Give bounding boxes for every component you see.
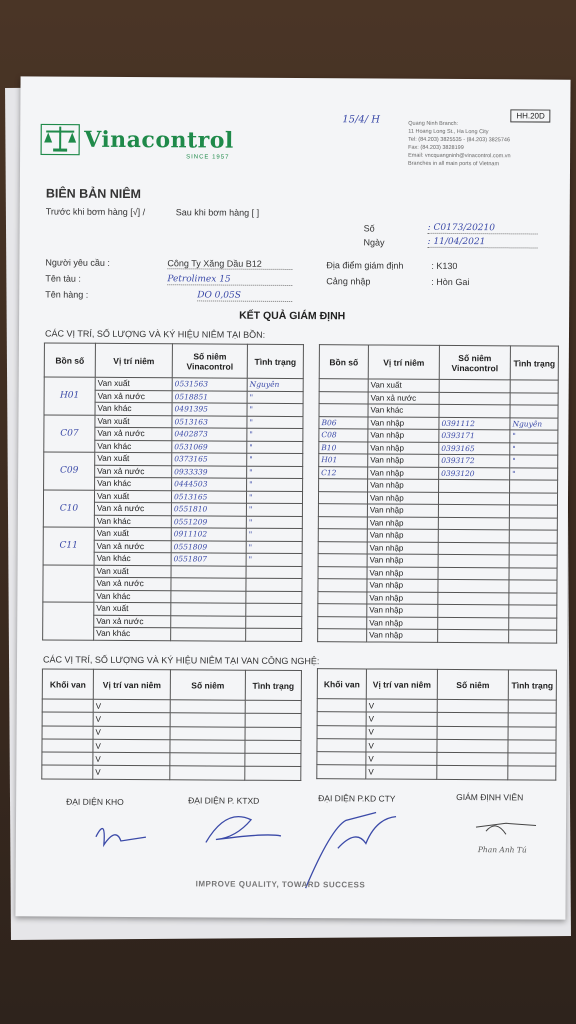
seal-cell: [439, 479, 510, 492]
position-cell: Van xả nước: [94, 502, 171, 515]
tank-cell: C08: [319, 429, 368, 442]
status-cell: [509, 605, 557, 618]
tank-number-cell: [43, 564, 94, 602]
tank-cell: [319, 404, 368, 417]
valve-cell: [317, 699, 366, 713]
valve-cell: [437, 699, 508, 713]
seal-cell: 0444503: [172, 478, 247, 491]
table-row: [43, 564, 302, 578]
location-label: Địa điểm giám định: [326, 260, 404, 271]
section-valve-title: CÁC VỊ TRÍ, SỐ LƯỢNG VÀ KÝ HIỆU NIÊM TẠI VAN CÔNG NGHỆ:: [42, 654, 320, 667]
col-seal-number: Số niêm Vinacontrol: [439, 345, 510, 379]
seal-cell: [439, 404, 510, 417]
tank-number-cell: [43, 602, 94, 640]
seal-cell: 0393165: [439, 442, 510, 455]
tank-cell: C12: [319, 466, 368, 479]
scales-logo-icon: [40, 120, 80, 156]
seal-cell: [438, 554, 509, 567]
tank-cell: [318, 604, 367, 617]
tank-cell: [318, 491, 367, 504]
col-seal-number: Số niêm Vinacontrol: [172, 344, 247, 378]
seal-cell: [171, 628, 246, 641]
doc-title: BIÊN BẢN NIÊM: [45, 186, 142, 202]
before-pump-label: Trước khi bơm hàng [√] /: [45, 206, 146, 218]
col-status: Tình trạng: [508, 670, 556, 700]
seal-cell: [438, 542, 509, 555]
status-cell: ": [247, 391, 303, 404]
status-cell: ": [246, 491, 302, 504]
seal-cell: 0393120: [439, 467, 510, 480]
status-cell: ": [246, 541, 302, 554]
valve-cell: [42, 712, 93, 726]
seal-cell: 0393171: [439, 429, 510, 442]
position-cell: Van nhập: [367, 554, 438, 567]
status-cell: ": [247, 416, 303, 429]
footer-slogan: IMPROVE QUALITY, TOWARD SUCCESS: [195, 879, 366, 890]
seal-cell: 0551809: [171, 540, 246, 553]
valve-cell: [170, 726, 245, 740]
position-cell: Van xuất: [94, 565, 171, 578]
status-cell: [246, 628, 302, 641]
status-cell: ": [247, 478, 303, 491]
position-cell: Van nhập: [367, 579, 438, 592]
brand-name: Vinacontrol: [84, 126, 234, 154]
goods-label: Tên hàng :: [45, 289, 89, 300]
status-cell: [509, 567, 557, 580]
seal-cell: [171, 615, 246, 628]
position-cell: Van khác: [95, 477, 172, 490]
position-cell: Van xả nước: [95, 465, 172, 478]
status-cell: ": [510, 430, 558, 443]
valve-table-left: [41, 668, 302, 780]
seal-cell: [438, 529, 509, 542]
result-title: KẾT QUẢ GIÁM ĐỊNH: [239, 309, 346, 323]
position-cell: Van nhập: [367, 541, 438, 554]
valve-cell: [508, 700, 556, 714]
valve-cell: [437, 739, 508, 753]
col-seal-position: Vị trí niêm: [95, 343, 172, 377]
valve-cell: [42, 765, 93, 779]
tank-number-cell: C09: [44, 452, 95, 490]
tank-cell: H01: [319, 454, 368, 467]
tank-cell: [319, 379, 368, 392]
position-cell: Van nhập: [367, 491, 438, 504]
position-cell: Van nhập: [368, 441, 439, 454]
branch-info: Quang Ninh Branch: 11 Hoang Long St., Ha Long City Tel: (84.203) 3825535 - (84.203) 3825746 Fax: (84.203) 3828199 Email: vncquangninh@vinacontrol.com.vn Branches in all main ports of Vietnam: [408, 120, 511, 168]
position-cell: Van xả nước: [94, 540, 171, 553]
tank-number-cell: C07: [44, 414, 95, 452]
tank-table-left: [42, 342, 304, 641]
after-pump-label: Sau khi bơm hàng [ ]: [175, 207, 260, 218]
valve-cell: [245, 753, 301, 767]
seal-cell: 0513163: [172, 415, 247, 428]
valve-cell: [437, 726, 508, 740]
tank-cell: [318, 629, 367, 642]
valve-position-cell: V: [93, 739, 170, 753]
col-seal-position: Vị trí niêm: [368, 345, 439, 379]
seal-cell: 0531563: [172, 378, 247, 391]
form-code: HH.20D: [510, 109, 551, 122]
status-cell: ": [510, 455, 558, 468]
position-cell: Van nhập: [368, 479, 439, 492]
valve-cell: [245, 727, 301, 741]
number-value: : C0173/20210: [428, 223, 538, 235]
sig-label-ktxd: ĐẠI DIỆN P. KTXD: [188, 795, 260, 806]
seal-cell: 0551209: [171, 515, 246, 528]
table-row: [44, 452, 303, 466]
seal-cell: [438, 504, 509, 517]
position-cell: Van nhập: [367, 516, 438, 529]
sig-label-kd: ĐẠI DIỆN P.KD CTY: [318, 793, 396, 804]
seal-cell: 0551810: [171, 503, 246, 516]
seal-cell: [438, 492, 509, 505]
status-cell: [510, 480, 558, 493]
sig-label-inspector: GIÁM ĐỊNH VIÊN: [456, 792, 524, 803]
valve-cell: [245, 767, 301, 781]
seal-cell: 0933339: [172, 465, 247, 478]
position-cell: Van xả nước: [368, 391, 439, 404]
col-valve-block: Khối van: [317, 669, 366, 699]
valve-cell: [170, 740, 245, 754]
col-tank-number: Bồn số: [44, 343, 95, 377]
tank-table-right: [317, 344, 559, 643]
position-cell: Van khác: [94, 590, 171, 603]
valve-cell: [437, 713, 508, 727]
valve-cell: [170, 700, 245, 714]
col-valve-position: Vị trí van niêm: [93, 669, 170, 699]
valve-cell: [245, 714, 301, 728]
valve-table-right: [316, 668, 557, 780]
vessel-label: Tên tàu :: [45, 273, 81, 284]
sig-label-warehouse: ĐẠI DIỆN KHO: [66, 796, 124, 807]
position-cell: Van nhập: [367, 604, 438, 617]
status-cell: ": [247, 466, 303, 479]
valve-cell: [170, 753, 245, 767]
status-cell: [509, 542, 557, 555]
section-tank-title: CÁC VỊ TRÍ, SỐ LƯỢNG VÀ KÝ HIỆU NIÊM TẠI BỒN:: [44, 328, 266, 340]
col-tank-number: Bồn số: [319, 345, 368, 379]
inspector-name: Phan Anh Tú: [477, 845, 527, 855]
status-cell: [509, 580, 557, 593]
col-status: Tình trạng: [245, 670, 301, 700]
tank-cell: [318, 554, 367, 567]
valve-cell: [508, 753, 556, 767]
table-row: [317, 765, 556, 780]
valve-cell: [437, 753, 508, 767]
tank-number-cell: C11: [43, 527, 94, 565]
tank-cell: [318, 504, 367, 517]
status-cell: [509, 505, 557, 518]
status-cell: ": [247, 441, 303, 454]
status-cell: [509, 592, 557, 605]
position-cell: Van nhập: [367, 591, 438, 604]
valve-cell: [245, 700, 301, 714]
position-cell: Van nhập: [367, 504, 438, 517]
position-cell: Van xuất: [94, 527, 171, 540]
position-cell: Van xuất: [94, 602, 171, 615]
status-cell: Nguyên: [247, 378, 303, 391]
status-cell: [246, 603, 302, 616]
tank-cell: [318, 516, 367, 529]
status-cell: ": [246, 528, 302, 541]
valve-cell: [508, 740, 556, 754]
tank-cell: [319, 391, 368, 404]
handwritten-annotation: 15/4/ H: [342, 114, 381, 126]
table-row: [43, 489, 302, 503]
valve-cell: [42, 752, 93, 766]
valve-cell: [317, 752, 366, 766]
status-cell: ": [246, 503, 302, 516]
position-cell: Van xả nước: [94, 577, 171, 590]
valve-cell: [317, 739, 366, 753]
valve-position-cell: V: [366, 699, 437, 713]
tank-cell: B06: [319, 416, 368, 429]
document-page: [15, 76, 570, 919]
seal-cell: 0518851: [172, 390, 247, 403]
position-cell: Van khác: [94, 515, 171, 528]
seal-cell: 0391112: [439, 417, 510, 430]
tank-cell: [318, 591, 367, 604]
position-cell: Van khác: [94, 627, 171, 640]
seal-cell: 0531069: [172, 440, 247, 453]
position-cell: Van khác: [95, 440, 172, 453]
seal-cell: 0402873: [172, 428, 247, 441]
position-cell: Van nhập: [367, 629, 438, 642]
position-cell: Van nhập: [367, 566, 438, 579]
seal-cell: 0911102: [171, 528, 246, 541]
seal-cell: [438, 629, 509, 642]
tank-number-cell: H01: [44, 377, 95, 415]
col-valve-position: Vị trí van niêm: [366, 669, 437, 699]
table-row: [43, 602, 302, 616]
table-row: [43, 527, 302, 541]
requester-label: Người yêu cầu :: [45, 257, 110, 268]
status-cell: [509, 492, 557, 505]
seal-cell: [439, 379, 510, 392]
table-row: [44, 414, 303, 428]
status-cell: [509, 530, 557, 543]
status-cell: [509, 517, 557, 530]
valve-position-cell: V: [93, 766, 170, 780]
seal-cell: 0393172: [439, 454, 510, 467]
position-cell: Van nhập: [368, 429, 439, 442]
valve-position-cell: V: [366, 712, 437, 726]
status-cell: [510, 405, 558, 418]
col-seal-number: Số niêm: [170, 670, 245, 700]
valve-cell: [170, 713, 245, 727]
tank-cell: [318, 566, 367, 579]
position-cell: Van khác: [368, 404, 439, 417]
tank-cell: [318, 616, 367, 629]
valve-position-cell: V: [366, 726, 437, 740]
seal-cell: [171, 565, 246, 578]
seal-cell: [438, 579, 509, 592]
valve-cell: [437, 766, 508, 780]
tank-cell: [318, 541, 367, 554]
seal-cell: [438, 604, 509, 617]
table-row: [42, 765, 301, 780]
valve-cell: [317, 765, 366, 779]
status-cell: [510, 380, 558, 393]
position-cell: Van xuất: [95, 415, 172, 428]
valve-cell: [508, 726, 556, 740]
position-cell: Van xuất: [95, 452, 172, 465]
vessel-value: Petrolimex 15: [167, 274, 292, 286]
status-cell: [509, 617, 557, 630]
valve-cell: [508, 766, 556, 780]
position-cell: Van xuất: [95, 377, 172, 390]
seal-cell: 0551807: [171, 553, 246, 566]
status-cell: ": [246, 553, 302, 566]
goods-value: DO 0,05S: [197, 290, 292, 302]
valve-position-cell: V: [366, 739, 437, 753]
status-cell: ": [246, 516, 302, 529]
valve-position-cell: V: [93, 699, 170, 713]
table-row: [318, 629, 557, 643]
tank-cell: [319, 479, 368, 492]
position-cell: Van xả nước: [95, 427, 172, 440]
status-cell: ": [510, 442, 558, 455]
seal-cell: [438, 517, 509, 530]
valve-cell: [170, 766, 245, 780]
col-status: Tình trạng: [247, 344, 303, 378]
valve-position-cell: V: [93, 726, 170, 740]
status-cell: ": [247, 403, 303, 416]
valve-position-cell: V: [93, 752, 170, 766]
status-cell: [246, 566, 302, 579]
valve-cell: [508, 713, 556, 727]
seal-cell: [439, 392, 510, 405]
status-cell: Nguyên: [510, 417, 558, 430]
seal-cell: [171, 603, 246, 616]
valve-cell: [42, 699, 93, 713]
status-cell: ": [247, 428, 303, 441]
seal-cell: 0513165: [171, 490, 246, 503]
valve-position-cell: V: [366, 765, 437, 779]
valve-cell: [317, 725, 366, 739]
status-cell: [246, 616, 302, 629]
seal-cell: [171, 578, 246, 591]
location-value: : K130: [431, 260, 458, 272]
date-label: Ngày: [363, 237, 385, 248]
brand-since: SINCE 1957: [186, 154, 230, 161]
port-value: : Hòn Gai: [431, 276, 470, 288]
position-cell: Van xả nước: [94, 615, 171, 628]
position-cell: Van xả nước: [95, 390, 172, 403]
position-cell: Van xuất: [94, 490, 171, 503]
valve-cell: [42, 726, 93, 740]
tank-cell: [318, 579, 367, 592]
position-cell: Van nhập: [367, 616, 438, 629]
valve-cell: [245, 740, 301, 754]
valve-position-cell: V: [366, 752, 437, 766]
seal-cell: [438, 567, 509, 580]
seal-cell: 0491395: [172, 403, 247, 416]
status-cell: [246, 591, 302, 604]
col-valve-block: Khối van: [42, 669, 93, 699]
position-cell: Van nhập: [368, 416, 439, 429]
status-cell: [509, 555, 557, 568]
position-cell: Van nhập: [368, 454, 439, 467]
date-value: : 11/04/2021: [428, 237, 538, 249]
requester-value: Công Ty Xăng Dầu B12: [167, 258, 292, 270]
col-seal-number: Số niêm: [437, 669, 508, 699]
seal-cell: [438, 592, 509, 605]
valve-cell: [42, 739, 93, 753]
status-cell: [510, 392, 558, 405]
seal-cell: 0373165: [172, 453, 247, 466]
position-cell: Van khác: [95, 402, 172, 415]
position-cell: Van xuất: [368, 379, 439, 392]
table-row: [44, 377, 303, 391]
seal-cell: [171, 590, 246, 603]
col-status: Tình trạng: [510, 346, 558, 380]
position-cell: Van nhập: [368, 466, 439, 479]
tank-number-cell: C10: [43, 489, 94, 527]
position-cell: Van nhập: [367, 529, 438, 542]
valve-cell: [317, 712, 366, 726]
valve-position-cell: V: [93, 713, 170, 727]
status-cell: [509, 630, 557, 643]
position-cell: Van khác: [94, 552, 171, 565]
status-cell: [246, 578, 302, 591]
tank-cell: B10: [319, 441, 368, 454]
status-cell: ": [510, 467, 558, 480]
status-cell: ": [247, 453, 303, 466]
number-label: Số: [363, 223, 375, 234]
tank-cell: [318, 529, 367, 542]
seal-cell: [438, 617, 509, 630]
port-label: Cảng nhập: [326, 276, 371, 287]
